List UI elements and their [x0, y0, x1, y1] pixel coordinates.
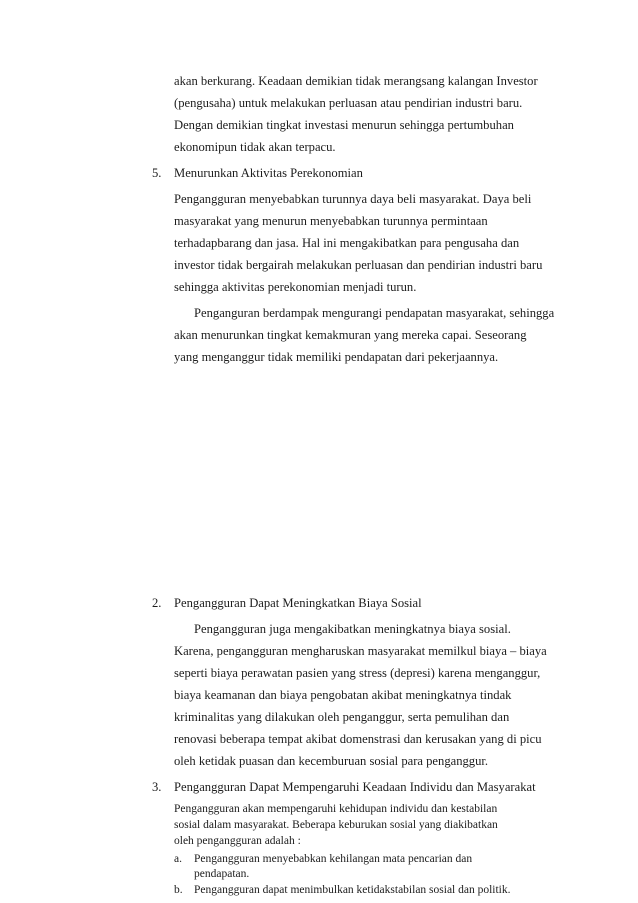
- text-line: Pengangguran menyebabkan turunnya daya beli masyarakat. Daya beli: [174, 192, 532, 206]
- text-line: Penganguran berdampak mengurangi pendapatan masyarakat, sehingga: [194, 306, 555, 320]
- text-line: Pengangguran akan mempengaruhi kehidupan individu dan kestabilan: [174, 803, 498, 815]
- text-line: pendapatan.: [194, 868, 250, 880]
- text-line: investor tidak bergairah melakukan perluasan dan pendirian industri baru: [174, 258, 543, 272]
- text-line: biaya keamanan dan biaya pengobatan akibat meningkatnya tindak: [174, 688, 512, 702]
- list-number: 5.: [152, 166, 162, 180]
- text-line: sehingga aktivitas perekonomian menjadi turun.: [174, 280, 417, 294]
- text-line: akan berkurang. Keadaan demikian tidak merangsang kalangan Investor: [174, 74, 538, 88]
- list-number: 3.: [152, 780, 162, 794]
- section-heading: Pengangguran Dapat Meningkatkan Biaya Sosial: [174, 596, 422, 610]
- section-heading: Menurunkan Aktivitas Perekonomian: [174, 166, 363, 180]
- sub-list-letter: b.: [174, 884, 183, 896]
- text-line: Pengangguran dapat menimbulkan ketidakstabilan sosial dan politik.: [194, 884, 511, 896]
- text-line: akan menurunkan tingkat kemakmuran yang mereka capai. Seseorang: [174, 328, 527, 342]
- text-line: renovasi beberapa tempat akibat domenstrasi dan kerusakan yang di picu: [174, 732, 542, 746]
- text-line: Pengangguran juga mengakibatkan meningkatnya biaya sosial.: [194, 622, 511, 636]
- text-line: (pengusaha) untuk melakukan perluasan atau pendirian industri baru.: [174, 96, 523, 110]
- text-line: oleh pengangguran adalah :: [174, 835, 301, 847]
- text-line: Pengangguran menyebabkan kehilangan mata pencarian dan: [194, 853, 473, 865]
- text-line: oleh ketidak puasan dan kecemburuan sosial para penganggur.: [174, 754, 489, 768]
- sub-list-letter: a.: [174, 853, 182, 865]
- list-number: 2.: [152, 596, 162, 610]
- text-line: seperti biaya perawatan pasien yang stress (depresi) karena menganggur,: [174, 666, 541, 680]
- text-line: Dengan demikian tingkat investasi menurun sehingga pertumbuhan: [174, 118, 514, 132]
- text-line: terhadapbarang dan jasa. Hal ini mengakibatkan para pengusaha dan: [174, 236, 520, 250]
- text-line: masyarakat yang menurun menyebabkan turunnya permintaan: [174, 214, 488, 228]
- text-line: Karena, pengangguran mengharuskan masyarakat memilkul biaya – biaya: [174, 644, 547, 658]
- text-line: ekonomipun tidak akan terpacu.: [174, 140, 336, 154]
- text-line: yang menganggur tidak memiliki pendapatan dari pekerjaannya.: [174, 350, 499, 364]
- section-heading: Pengangguran Dapat Mempengaruhi Keadaan Individu dan Masyarakat: [174, 780, 536, 794]
- text-line: sosial dalam masyarakat. Beberapa keburukan sosial yang diakibatkan: [174, 819, 498, 831]
- text-line: kriminalitas yang dilakukan oleh penganggur, serta pemulihan dan: [174, 710, 510, 724]
